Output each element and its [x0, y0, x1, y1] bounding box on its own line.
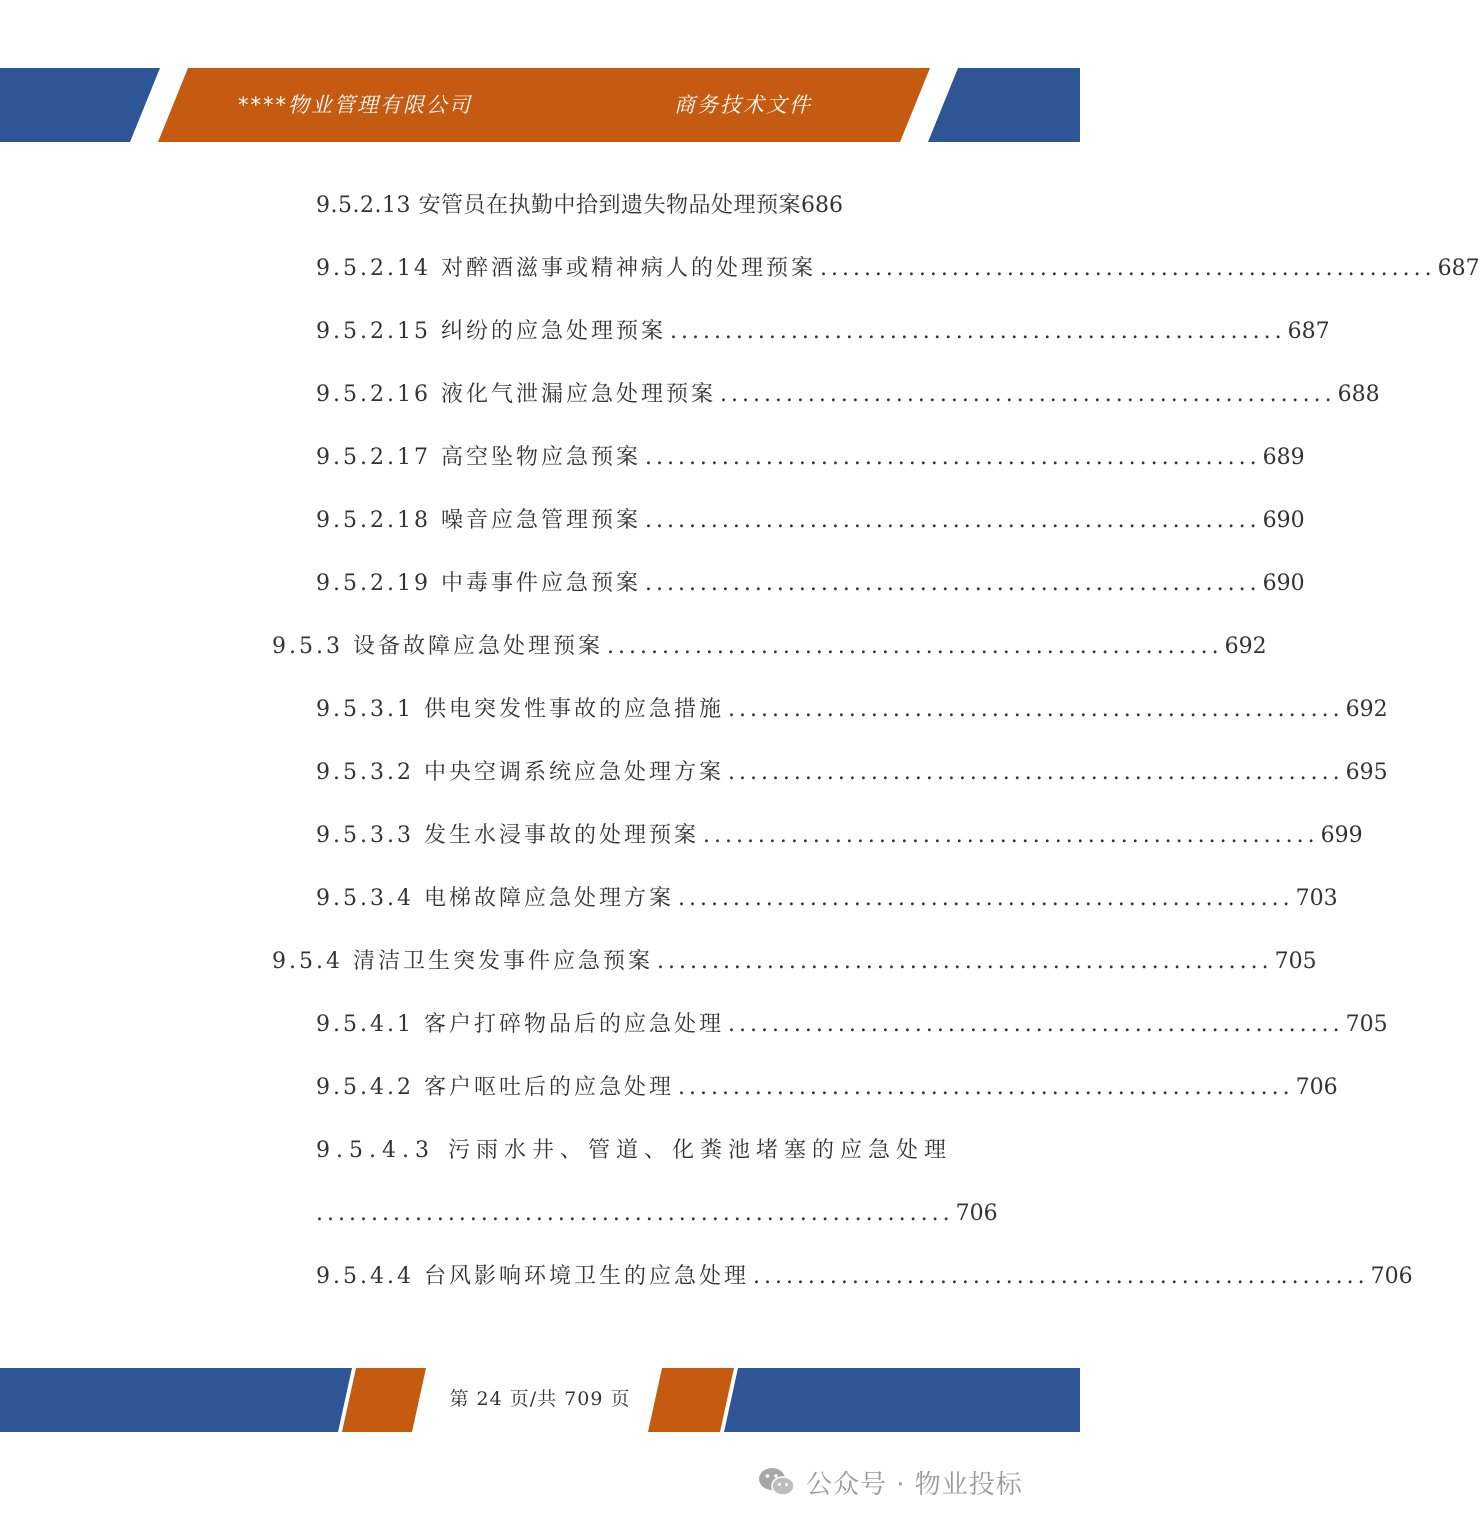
- toc-leader: ........................................................: [677, 1075, 1294, 1100]
- toc-entry[interactable]: [316, 690, 1388, 730]
- toc-title: 9.5.3.3 发生水浸事故的处理预案: [316, 823, 699, 848]
- toc-title: 9.5.3.2 中央空调系统应急处理方案: [316, 760, 724, 785]
- toc-title: 9.5.4.2 客户呕吐后的应急处理: [316, 1075, 674, 1100]
- toc-page: 705: [1345, 1012, 1388, 1037]
- toc-leader: ........................................................: [727, 760, 1344, 785]
- watermark-text: 公众号 · 物业投标: [806, 1469, 1023, 1500]
- toc-page: 692: [1224, 634, 1267, 659]
- toc-leader: ........................................................: [819, 256, 1436, 281]
- toc-leader: ........................................................: [644, 571, 1261, 596]
- toc-leader: ........................................................: [719, 382, 1336, 407]
- toc-entry[interactable]: [316, 186, 892, 226]
- toc-leader: ........................................................: [752, 1264, 1369, 1289]
- toc-entry[interactable]: [272, 942, 1317, 982]
- toc-entry[interactable]: [316, 1005, 1388, 1045]
- toc-leader: ........................................................: [606, 634, 1223, 659]
- toc-entry[interactable]: [316, 1257, 1413, 1297]
- toc-title: 9.5.2.13 安管员在执勤中拾到遗失物品处理预案: [316, 193, 801, 218]
- toc-page: 699: [1320, 823, 1363, 848]
- toc-page: 703: [1295, 886, 1338, 911]
- toc-leader: ........................................................: [677, 886, 1294, 911]
- toc-page: 706: [1295, 1075, 1338, 1100]
- toc-page: 690: [1262, 571, 1305, 596]
- toc-leader: ........................................................: [727, 697, 1344, 722]
- wechat-icon: [758, 1466, 796, 1498]
- toc-page: 686: [800, 193, 843, 218]
- toc-title: 9.5.4.4 台风影响环境卫生的应急处理: [316, 1264, 749, 1289]
- toc-page: 706: [1370, 1264, 1413, 1289]
- toc-leader: ........................................................: [656, 949, 1273, 974]
- toc-title: 9.5.3.4 电梯故障应急处理方案: [316, 886, 674, 911]
- toc-leader: ........................................................: [644, 508, 1261, 533]
- header-blue-right: [928, 68, 1080, 142]
- toc-page: 706: [955, 1201, 998, 1226]
- toc-title: 9.5.2.16 液化气泄漏应急处理预案: [316, 382, 716, 407]
- toc-page: 688: [1337, 382, 1380, 407]
- toc-leader: ........................................................: [727, 1012, 1344, 1037]
- toc-page: 690: [1262, 508, 1305, 533]
- toc-leader: ..........................................................: [316, 1201, 954, 1226]
- toc-title: 9.5.2.14 对醉酒滋事或精神病人的处理预案: [316, 256, 816, 281]
- toc-entry[interactable]: [316, 564, 1305, 604]
- toc-leader: ........................................................: [702, 823, 1319, 848]
- toc-page: 689: [1262, 445, 1305, 470]
- page-number: 第 24 页/共 709 页: [449, 1388, 631, 1410]
- toc-title: 9.5.3 设备故障应急处理预案: [272, 634, 603, 659]
- toc-entry[interactable]: [272, 627, 1267, 667]
- toc-entry[interactable]: [316, 249, 1480, 289]
- toc-leader: ........................................................: [669, 319, 1286, 344]
- toc-page: 695: [1345, 760, 1388, 785]
- toc-title: 9.5.3.1 供电突发性事故的应急措施: [316, 697, 724, 722]
- header-blue-left: [0, 68, 160, 142]
- toc-page: 687: [1437, 256, 1480, 281]
- toc-title: 9.5.2.18 噪音应急管理预案: [316, 508, 641, 533]
- toc-entry-wrapped[interactable]: [316, 1131, 952, 1171]
- toc-entry[interactable]: [316, 753, 1388, 793]
- header-doc-type: 商务技术文件: [674, 93, 812, 117]
- watermark: [758, 1462, 1023, 1502]
- toc-entry[interactable]: [316, 879, 1338, 919]
- toc-page: 692: [1345, 697, 1388, 722]
- toc-entry[interactable]: [316, 312, 1330, 352]
- toc-title: 9.5.4.1 客户打碎物品后的应急处理: [316, 1012, 724, 1037]
- toc-leader: ........................................................: [644, 445, 1261, 470]
- toc-page: 687: [1287, 319, 1330, 344]
- header-band: [0, 0, 1080, 160]
- toc-entry[interactable]: [316, 438, 1305, 478]
- toc-entry[interactable]: [316, 1068, 1338, 1108]
- toc-entry[interactable]: [316, 501, 1305, 541]
- toc-page: 705: [1274, 949, 1317, 974]
- toc-entry[interactable]: [316, 375, 1380, 415]
- toc-title: 9.5.2.19 中毒事件应急预案: [316, 571, 641, 596]
- toc-entry[interactable]: [316, 816, 1363, 856]
- toc-entry-continuation[interactable]: [316, 1194, 998, 1234]
- toc-title: 9.5.2.17 高空坠物应急预案: [316, 445, 641, 470]
- toc-title: 9.5.2.15 纠纷的应急处理预案: [316, 319, 666, 344]
- toc-title-line1: 9.5.4.3 污雨水井、管道、化粪池堵塞的应急处理: [316, 1138, 952, 1163]
- toc-title: 9.5.4 清洁卫生突发事件应急预案: [272, 949, 653, 974]
- header-company: ****物业管理有限公司: [238, 93, 472, 117]
